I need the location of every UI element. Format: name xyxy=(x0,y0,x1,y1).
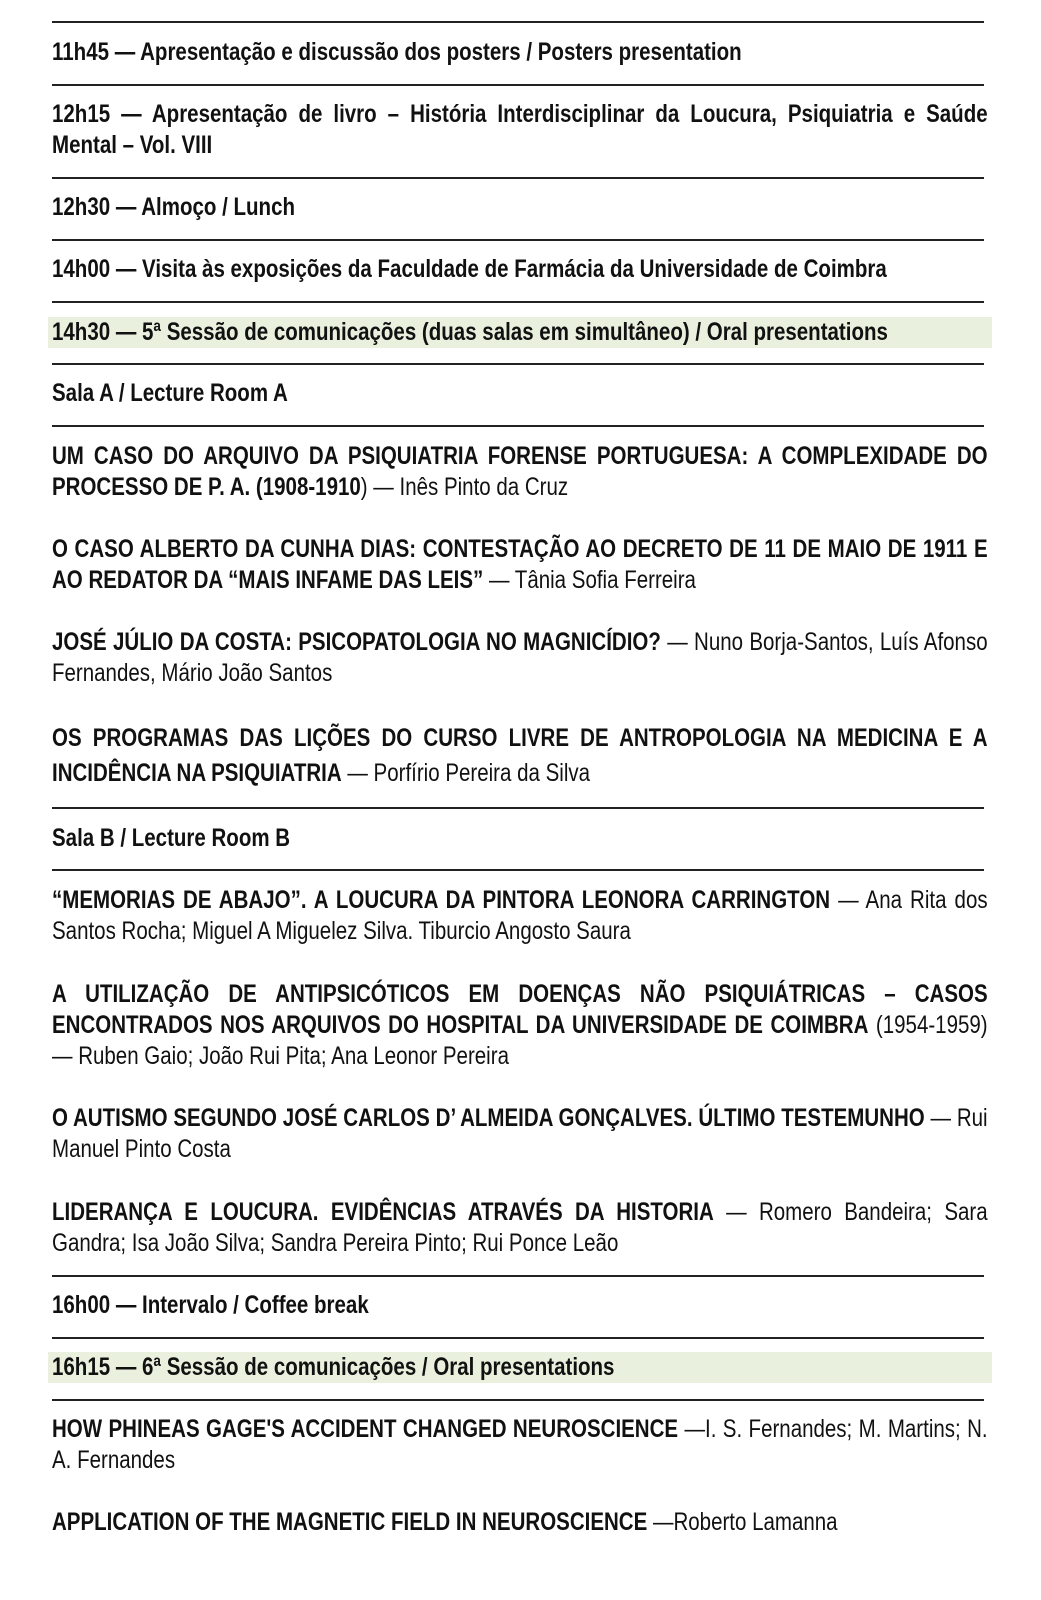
paper-authors: — Tânia Sofia Ferreira xyxy=(483,566,696,594)
paper-title: LIDERANÇA E LOUCURA. EVIDÊNCIAS ATRAVÉS DA HISTORIA xyxy=(52,1198,714,1226)
schedule-item-visit: 14h00 — Visita às exposições da Faculdade de Farmácia da Universidade de Coimbra xyxy=(52,255,887,283)
paper-entry xyxy=(52,721,988,791)
paper-entry xyxy=(52,1197,988,1259)
paper-authors: — Romero Bandeira; Sara Gandra; Isa João Silva; Sandra Pereira Pinto; Rui Ponce Leão xyxy=(52,1198,988,1257)
paper-title: OS PROGRAMAS DAS LIÇÕES DO CURSO LIVRE DE ANTROPOLOGIA NA MEDICINA E A INCIDÊNCIA NA PSIQUIATRIA xyxy=(52,724,988,787)
room-a-heading: Sala A / Lecture Room A xyxy=(52,379,288,407)
divider xyxy=(52,301,984,303)
paper-entry xyxy=(52,885,988,947)
paper-authors: —Roberto Lamanna xyxy=(647,1508,838,1536)
paper-title: A UTILIZAÇÃO DE ANTIPSICÓTICOS EM DOENÇAS NÃO PSIQUIÁTRICAS – CASOS ENCONTRADOS NOS ARQUIVOS DO HOSPITAL DA UNIVERSIDADE DE COIMBRA xyxy=(52,980,988,1039)
divider xyxy=(52,239,984,241)
divider xyxy=(52,363,984,365)
paper-authors: ) — Inês Pinto da Cruz xyxy=(360,473,569,501)
schedule-item-book: 12h15 — Apresentação de livro – História Interdisciplinar da Loucura, Psiquiatria e Saúde Mental – Vol. VIII xyxy=(52,100,988,159)
paper-authors: — Ana Rita dos Santos Rocha; Miguel A Miguelez Silva. Tiburcio Angosto Saura xyxy=(52,886,988,945)
divider xyxy=(52,425,984,427)
paper-title: “MEMORIAS DE ABAJO”. A LOUCURA DA PINTORA LEONORA CARRINGTON xyxy=(52,886,831,914)
paper-title: O AUTISMO SEGUNDO JOSÉ CARLOS D’ ALMEIDA GONÇALVES. ÚLTIMO TESTEMUNHO xyxy=(52,1104,925,1132)
paper-entry xyxy=(52,979,988,1072)
paper-entry xyxy=(52,1507,988,1538)
divider xyxy=(52,807,984,809)
paper-title: HOW PHINEAS GAGE'S ACCIDENT CHANGED NEUROSCIENCE xyxy=(52,1415,679,1443)
divider xyxy=(52,84,984,86)
paper-title: APPLICATION OF THE MAGNETIC FIELD IN NEUROSCIENCE xyxy=(52,1508,648,1536)
paper-authors: — Rui Manuel Pinto Costa xyxy=(52,1104,988,1163)
divider xyxy=(52,1399,984,1401)
paper-title: JOSÉ JÚLIO DA COSTA: PSICOPATOLOGIA NO MAGNICÍDIO? xyxy=(52,628,661,656)
paper-authors: — Nuno Borja-Santos, Luís Afonso Fernandes, Mário João Santos xyxy=(52,628,988,687)
schedule-item-coffee: 16h00 — Intervalo / Coffee break xyxy=(52,1291,369,1319)
paper-entry xyxy=(52,1103,988,1165)
schedule-item-posters: 11h45 — Apresentação e discussão dos posters / Posters presentation xyxy=(52,38,742,66)
divider xyxy=(52,21,984,23)
divider xyxy=(52,1337,984,1339)
paper-entry xyxy=(52,441,988,503)
paper-entry xyxy=(52,1414,988,1476)
divider xyxy=(52,869,984,871)
paper-entry xyxy=(52,534,988,596)
paper-authors: — Porfírio Pereira da Silva xyxy=(341,759,591,787)
room-b-heading: Sala B / Lecture Room B xyxy=(52,824,291,852)
paper-authors: (1954-1959) — Ruben Gaio; João Rui Pita; Ana Leonor Pereira xyxy=(52,1011,988,1070)
paper-title: O CASO ALBERTO DA CUNHA DIAS: CONTESTAÇÃO AO DECRETO DE 11 DE MAIO DE 1911 E AO REDATOR DA “MAIS INFAME DAS LEIS” xyxy=(52,535,988,594)
schedule-item-lunch: 12h30 — Almoço / Lunch xyxy=(52,193,296,221)
session-6-heading: 16h15 — 6ª Sessão de comunicações / Oral presentations xyxy=(52,1353,615,1381)
paper-entry xyxy=(52,627,988,689)
session-5-heading: 14h30 — 5ª Sessão de comunicações (duas salas em simultâneo) / Oral presentations xyxy=(52,318,888,346)
paper-title: UM CASO DO ARQUIVO DA PSIQUIATRIA FORENSE PORTUGUESA: A COMPLEXIDADE DO PROCESSO DE P. A. (1908-1910 xyxy=(52,442,988,501)
divider xyxy=(52,1275,984,1277)
divider xyxy=(52,177,984,179)
paper-authors: —I. S. Fernandes; M. Martins; N. A. Fernandes xyxy=(52,1415,988,1474)
